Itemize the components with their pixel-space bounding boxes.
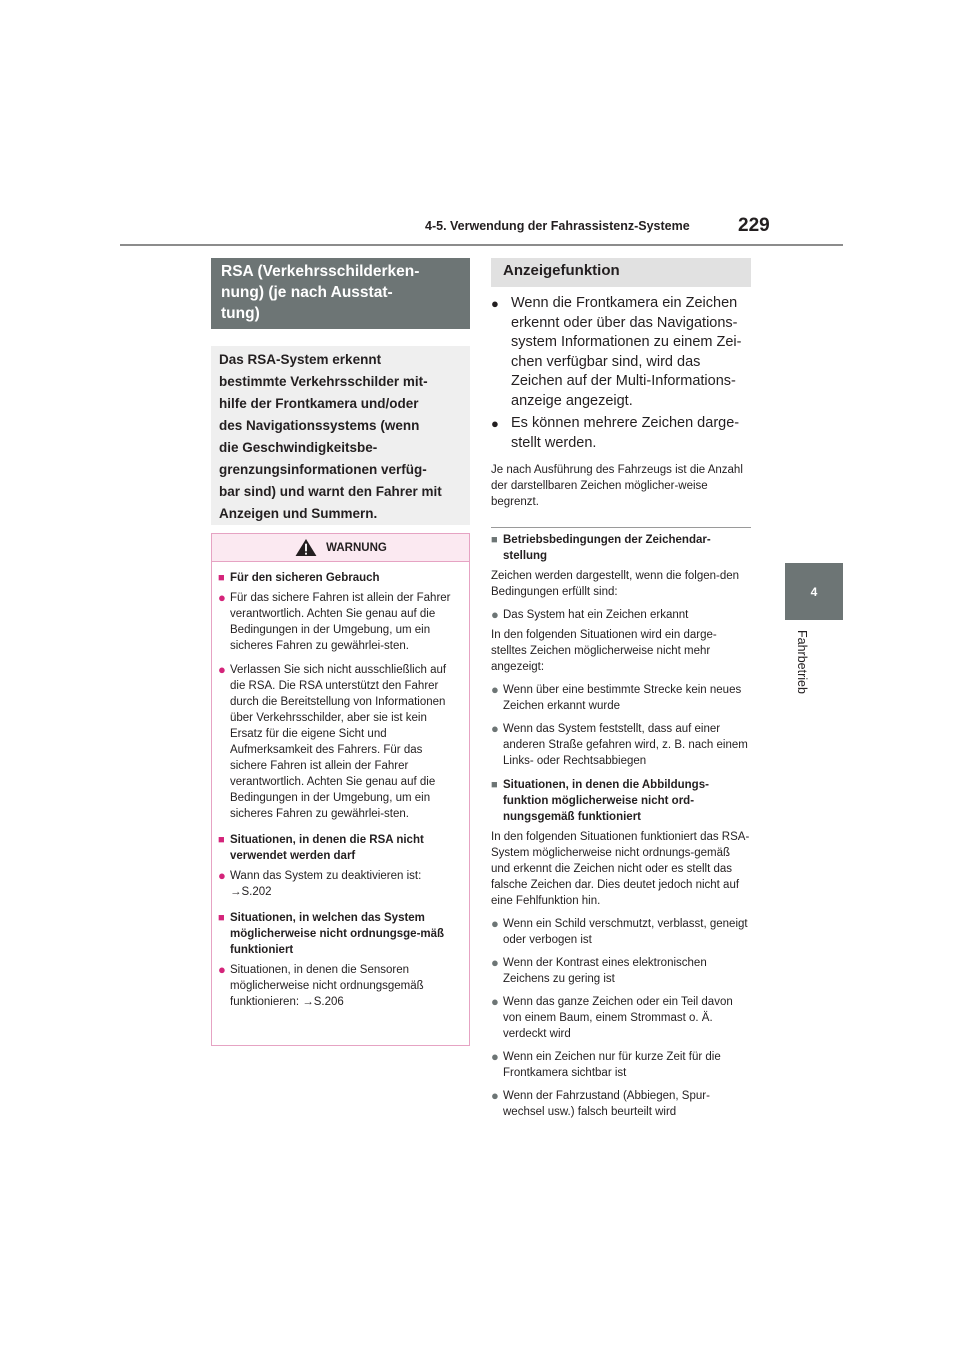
- dot-bullet-icon: ●: [491, 1049, 499, 1064]
- list-item: [491, 1088, 751, 1120]
- warning-bullet: [218, 662, 461, 822]
- section-subheading-text: Betriebsbedingungen der Zeichendar-stellung: [503, 534, 711, 562]
- section-subheading: [491, 532, 751, 564]
- chapter-header-title: 4-5. Verwendung der Fahrassistenz-Systeme: [425, 219, 690, 233]
- dot-bullet-icon: ●: [491, 994, 499, 1009]
- warning-bullet-text-main: Wann das System zu deaktivieren ist:: [230, 870, 422, 882]
- warning-bullet-text: Situationen, in denen die Sensoren möglicherweise nicht ordnungsgemäß funktionieren: →S.206: [230, 964, 424, 1008]
- chapter-tab: 4: [785, 563, 843, 620]
- main-bullets: [491, 294, 751, 453]
- warning-subheading: [218, 910, 461, 958]
- list-item: [491, 955, 751, 987]
- main-bullet: [491, 414, 751, 453]
- main-bullet: [491, 294, 751, 411]
- main-bullet-text: Wenn die Frontkamera ein Zeichen erkennt oder über das Navigations-system Informationen zu einem Zei-chen verfügbar sind, wird das Zeichen auf der Multi-Informations-anzeige angezeigt.: [511, 295, 742, 409]
- section-subheading: [491, 777, 751, 825]
- square-bullet-icon: ■: [491, 534, 498, 546]
- square-bullet-icon: ■: [218, 834, 225, 846]
- warning-subheading-text: Für den sicheren Gebrauch: [230, 572, 380, 584]
- dot-bullet-icon: ●: [218, 962, 226, 977]
- page-reference-link[interactable]: →S.202: [230, 886, 272, 898]
- operating-conditions-section: [491, 532, 751, 769]
- dot-bullet-icon: ●: [491, 721, 499, 736]
- intro-box: [211, 346, 470, 525]
- warning-subheading-text: Situationen, in denen die RSA nicht verwendet werden darf: [230, 834, 424, 862]
- list-item: [491, 994, 751, 1042]
- main-bullet-text: Es können mehrere Zeichen darge-stellt werden.: [511, 415, 740, 451]
- list-item-text: Das System hat ein Zeichen erkannt: [503, 609, 689, 621]
- intro-line: Das RSA-System erkennt: [219, 352, 382, 367]
- list-item-text: Wenn ein Schild verschmutzt, verblasst, geneigt oder verbogen ist: [503, 918, 748, 946]
- dot-bullet-icon: ●: [491, 296, 499, 311]
- display-function-heading: Anzeigefunktion: [491, 258, 751, 287]
- dot-bullet-icon: ●: [218, 868, 226, 883]
- right-column: [491, 258, 751, 1120]
- rsa-section-heading: [211, 258, 470, 329]
- list-item-text: Wenn der Fahrzustand (Abbiegen, Spur-wechsel usw.) falsch beurteilt wird: [503, 1090, 710, 1118]
- warning-body: [212, 562, 469, 1010]
- list-item: [491, 682, 751, 714]
- intro-line: hilfe der Frontkamera und/oder: [219, 396, 419, 411]
- intro-line: des Navigationssystems (wenn: [219, 418, 420, 433]
- heading-line: tung): [221, 305, 260, 322]
- left-column: [211, 258, 470, 525]
- dot-bullet-icon: ●: [491, 1088, 499, 1103]
- warning-title: WARNUNG: [326, 541, 387, 554]
- dot-bullet-icon: ●: [218, 662, 226, 677]
- square-bullet-icon: ■: [218, 912, 225, 924]
- dot-bullet-icon: ●: [491, 955, 499, 970]
- heading-line: RSA (Verkehrsschilderken-: [221, 263, 420, 280]
- dot-bullet-icon: ●: [491, 607, 499, 622]
- chapter-side-label: Fahrbetrieb: [795, 630, 809, 694]
- intro-line: grenzungsinformationen verfüg-: [219, 462, 427, 477]
- list-item-text: Wenn ein Zeichen nur für kurze Zeit für die Frontkamera sichtbar ist: [503, 1051, 721, 1079]
- warning-box: [211, 533, 470, 1046]
- dot-bullet-icon: ●: [491, 916, 499, 931]
- warning-bullet-text: Verlassen Sie sich nicht ausschließlich auf die RSA. Die RSA unterstützt den Fahrer durch die Bereitstellung von Informationen über Verkehrsschilder, aber sie ist kein Ersatz für die eigene Sicht und Aufmerksamkeit des Fahrers. Für das sichere Fahren ist allein der Fahrer verantwortlich. Achten Sie genau auf die Bedingungen in der Umgebung, um ein sicheres Fahren zu gewährlei-sten.: [230, 664, 447, 820]
- section-divider: [491, 527, 751, 528]
- list-item: [491, 721, 751, 769]
- warning-header: [212, 534, 469, 562]
- warning-bullet-text: Für das sichere Fahren ist allein der Fahrer verantwortlich. Achten Sie genau auf die Bedingungen in der Umgebung, um ein sicheres Fahren zu gewährlei-sten.: [230, 592, 451, 652]
- list-item: [491, 1049, 751, 1081]
- paragraph: In den folgenden Situationen funktioniert das RSA-System möglicherweise nicht ordnungs-gemäß und erkennt die Zeichen nicht oder es stellt das falsche Zeichen dar. Dies deutet jedoch nicht auf eine Fehlfunktion hin.: [491, 831, 750, 907]
- page-number: 229: [738, 215, 770, 236]
- warning-subheading: [218, 832, 461, 864]
- warning-subheading-text: Situationen, in welchen das System möglicherweise nicht ordnungsge-mäß funktioniert: [230, 912, 445, 956]
- intro-line: die Geschwindigkeitsbe-: [219, 440, 378, 455]
- list-item: [491, 916, 751, 948]
- list-item-text: Wenn das ganze Zeichen oder ein Teil davon von einem Baum, einem Strommast o. Ä. verdeckt wird: [503, 996, 733, 1040]
- dot-bullet-icon: ●: [218, 590, 226, 605]
- paragraph: Zeichen werden dargestellt, wenn die folgen-den Bedingungen erfüllt sind:: [491, 570, 740, 598]
- list-item-text: Wenn das System feststellt, dass auf einer anderen Straße gefahren wird, z. B. nach einem Links- oder Rechtsabbiegen: [503, 723, 748, 767]
- warning-bullet: [218, 962, 461, 1010]
- intro-line: bestimmte Verkehrsschilder mit-: [219, 374, 428, 389]
- dot-bullet-icon: ●: [491, 416, 499, 431]
- warning-bullet-text: [230, 868, 421, 900]
- paragraph: In den folgenden Situationen wird ein darge-stelltes Zeichen möglicherweise nicht mehr angezeigt:: [491, 629, 717, 673]
- warning-triangle-icon: [294, 538, 318, 557]
- intro-line: Anzeigen und Summern.: [219, 506, 378, 521]
- intro-line: bar sind) und warnt den Fahrer mit: [219, 484, 442, 499]
- list-item: [491, 607, 751, 623]
- warning-bullet: [218, 868, 461, 900]
- malfunction-situations-section: [491, 777, 751, 1120]
- header-rule: [120, 244, 843, 246]
- list-item-text: Wenn über eine bestimmte Strecke kein neues Zeichen erkannt wurde: [503, 684, 742, 712]
- warning-bullet: [218, 590, 461, 654]
- dot-bullet-icon: ●: [491, 682, 499, 697]
- note-text: Je nach Ausführung des Fahrzeugs ist die Anzahl der darstellbaren Zeichen möglicher-weise begrenzt.: [491, 464, 743, 508]
- list-item-text: Wenn der Kontrast eines elektronischen Zeichens zu gering ist: [503, 957, 707, 985]
- heading-line: nung) (je nach Ausstat-: [221, 284, 393, 301]
- section-subheading-text: Situationen, in denen die Abbildungs-funktion möglicherweise nicht ord-nungsgemäß funktioniert: [503, 779, 709, 823]
- square-bullet-icon: ■: [491, 779, 498, 791]
- warning-subheading: [218, 570, 461, 586]
- square-bullet-icon: ■: [218, 572, 225, 584]
